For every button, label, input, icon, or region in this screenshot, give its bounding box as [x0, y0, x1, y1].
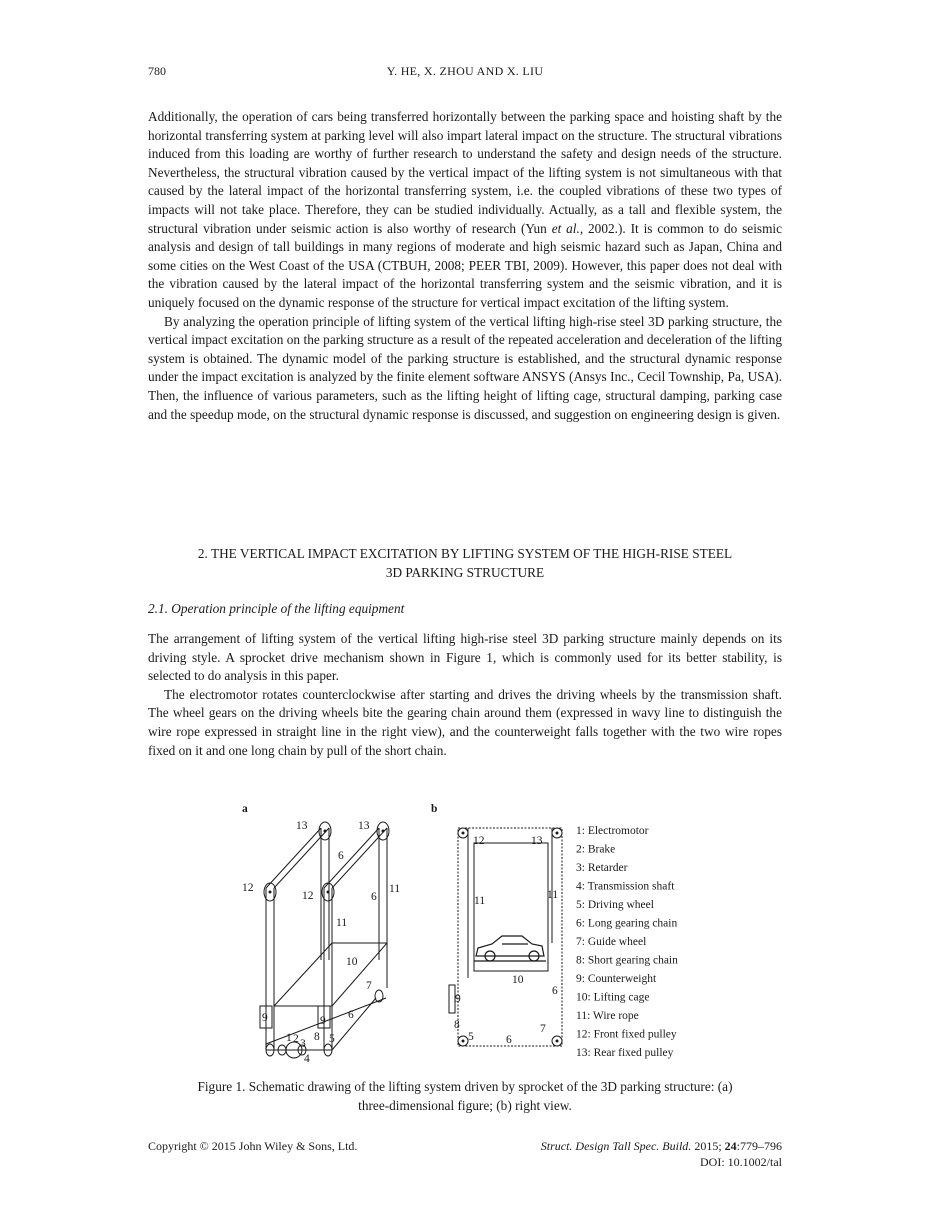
doi: DOI: 10.1002/tal	[700, 1155, 782, 1169]
legend-item: 5: Driving wheel	[576, 899, 654, 911]
lifting-system-schematic	[236, 788, 706, 1068]
fig-label: 6	[506, 1034, 512, 1046]
fig-label: 13	[296, 820, 308, 832]
fig-label: 6	[371, 891, 377, 903]
intro-text-block	[148, 108, 782, 424]
legend-item: 1: Electromotor	[576, 825, 649, 837]
fig-label: 8	[454, 1019, 460, 1031]
section-text-block	[148, 630, 782, 760]
fig-label: 9	[320, 1015, 326, 1027]
fig-label: 10	[512, 974, 524, 986]
fig-label: 3	[300, 1038, 306, 1050]
fig-label: 4	[304, 1053, 310, 1065]
copyright-notice: Copyright © 2015 John Wiley & Sons, Ltd.	[148, 1139, 358, 1153]
fig-label: 2	[293, 1033, 299, 1045]
page-number: 780	[148, 64, 166, 78]
legend-item: 11: Wire rope	[576, 1010, 639, 1022]
fig-label: 8	[314, 1031, 320, 1043]
legend-item: 8: Short gearing chain	[576, 954, 678, 967]
section-heading: 2. THE VERTICAL IMPACT EXCITATION BY LIFTING SYSTEM OF THE HIGH-RISE STEEL 3D PARKING STRUCTURE	[197, 546, 733, 580]
fig-label: 12	[302, 890, 314, 902]
fig-label: 13	[531, 835, 543, 847]
journal-citation: Struct. Design Tall Spec. Build. 2015; 24:779–796 DOI: 10.1002/tal	[540, 1139, 782, 1169]
fig-label: 12	[242, 882, 254, 894]
fig-label: 7	[366, 980, 372, 992]
fig-label: 6	[338, 850, 344, 862]
fig-label: 11	[336, 917, 348, 929]
fig-label: 13	[358, 820, 370, 832]
legend-item: 13: Rear fixed pulley	[576, 1047, 674, 1059]
figure-caption: Figure 1. Schematic drawing of the lifting system driven by sprocket of the 3D parking structure: (a) three-dimensional figure; (b) right view.	[197, 1079, 733, 1113]
fig-label: 5	[329, 1033, 335, 1045]
legend-item: 6: Long gearing chain	[576, 917, 678, 930]
legend	[576, 825, 678, 1059]
paragraph-2: By analyzing the operation principle of lifting system of the vertical lifting high-rise steel 3D parking structure, the vertical impact excitation on the parking structure as a result of the repeated acceleration and deceleration of the lifting system is obtained. The dynamic model of the parking structure is established, and the structural dynamic response under the impact excitation is analyzed by the finite element software ANSYS (Ansys Inc., Cecil Township, Pa, USA). Then, the influence of various parameters, such as the lifting height of lifting cage, structural damping, parking case and the speedup mode, on the structural dynamic response is discussed, and suggestion on engineering design is given.	[148, 313, 782, 422]
fig-label: 6	[552, 985, 558, 997]
fig-label: 6	[348, 1009, 354, 1021]
fig-label: 11	[474, 895, 486, 907]
subsection-heading: 2.1. Operation principle of the lifting equipment	[148, 601, 405, 616]
fig-label: 5	[468, 1031, 474, 1043]
panel-b-label: b	[431, 803, 438, 815]
running-header	[148, 64, 782, 80]
figure-1	[236, 788, 706, 1068]
fig-label: 11	[547, 889, 559, 901]
fig-label: 11	[389, 883, 401, 895]
fig-label: 10	[346, 956, 358, 968]
legend-item: 3: Retarder	[576, 862, 628, 874]
fig-label: 9	[262, 1012, 268, 1024]
fig-label: 9	[455, 993, 461, 1005]
fig-label: 1	[286, 1032, 292, 1044]
car-icon	[474, 936, 546, 961]
legend-item: 7: Guide wheel	[576, 936, 647, 948]
legend-item: 10: Lifting cage	[576, 991, 650, 1004]
legend-item: 12: Front fixed pulley	[576, 1028, 677, 1041]
panel-a-label: a	[242, 803, 248, 815]
running-head-authors: Y. HE, X. ZHOU AND X. LIU	[386, 64, 544, 78]
legend-item: 2: Brake	[576, 843, 616, 856]
paragraph-1: Additionally, the operation of cars being transferred horizontally between the parking space and hoisting shaft by the horizontal transferring system at parking level will also impart lateral impact on the structure. The structural vibrations induced from this loading are worthy of further research to understand the safety and design needs of the structure. Nevertheless, the structural vibration caused by the vertical impact of the lifting system is not simultaneous with that caused by the lateral impact of the horizontal transferring system, i.e. the coupled vibrations of these two types of impacts will not take place. Therefore, they can be studied individually. Actually, as a tall and flexible system, the structural vibration under seismic action is also worthy of research (Yun et al., 2002.). It is common to do seismic analysis and design of tall buildings in many regions of moderate and high seismic hazard such as Japan, China and some cities on the West Coast of the USA (CTBUH, 2008; PEER TBI, 2009). However, this paper does not deal with the vibration caused by the lateral impact of the horizontal transferring system and the seismic vibration, and it is uniquely focused on the dynamic response of the structure for vertical impact excitation of the lifting system.	[148, 109, 783, 310]
paragraph-3: The arrangement of lifting system of the vertical lifting high-rise steel 3D parking structure mainly depends on its driving style. A sprocket drive mechanism shown in Figure 1, which is commonly used for its better stability, is selected to do analysis in this paper.	[148, 631, 782, 684]
paragraph-4: The electromotor rotates counterclockwise after starting and drives the driving wheels by the transmission shaft. The wheel gears on the driving wheels bite the gearing chain around them (expressed in wavy line to distinguish the wire rope expressed in straight line in the right view), and the counterweight falls together with the two wire ropes fixed on it and one long chain by pull of the short chain.	[148, 686, 782, 758]
fig-label: 7	[540, 1023, 546, 1035]
legend-item: 4: Transmission shaft	[576, 880, 675, 893]
legend-item: 9: Counterweight	[576, 973, 657, 985]
fig-label: 12	[473, 835, 485, 847]
